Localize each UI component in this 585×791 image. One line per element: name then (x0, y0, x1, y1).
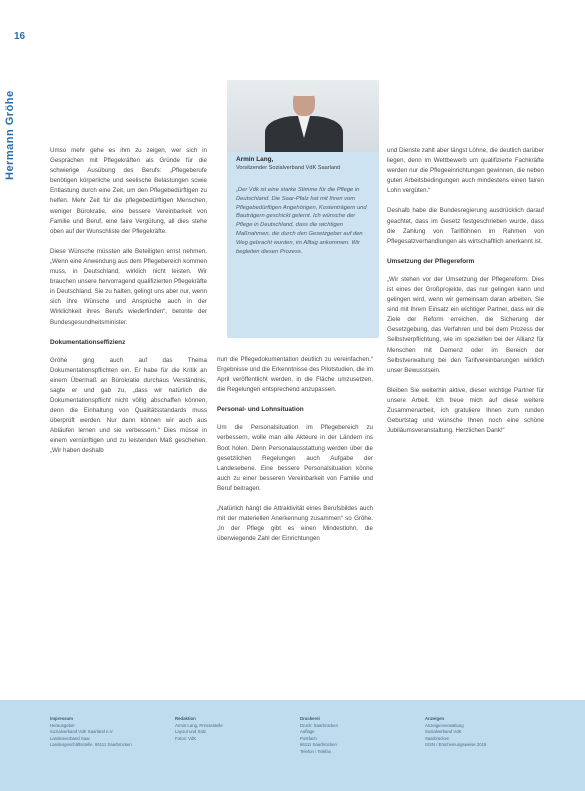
left-column (50, 146, 207, 626)
middle-paragraph-2: Um die Personalsituation im Pflegebereich zu verbessern, wolle man alle Akteure in der Ländern ins Boot holen. Denn Personalausstattung werden über die gesetzlichen Regelungen auch Aufgabe der Landesebene. Eine bessere Personalsituation könne auch zu einer besseren Vereinbarkeit von Familie und Beruf beitragen. (217, 424, 373, 492)
footer-line: Layout und Satz (175, 729, 207, 735)
footer-line: Fotos: VdK (175, 735, 197, 741)
footer-line: Sozialverband VdK Saarland e.V. (50, 729, 114, 735)
middle-heading: Personal- und Lohnsituation (217, 406, 304, 414)
footer-line: 66111 Saarbrücken (300, 742, 337, 748)
footer-line: Telefon / Telefax (300, 748, 331, 754)
left-paragraph-1: Umso mehr gehe es ihm zu zeigen, wer sich in Gesprächen mit Pflegekräften als Gründe für die schwierige Ausübung des Berufs: „Pflegeberufe benötigen körperliche und seelische Belastungen sowie Entlastung durch eine Zeit, um den Pflegebedürftigen zu helfen. Mehr Zeit für die pflegebedürftigen Menschen, weniger Bürokratie, eine bessere Vereinbarkeit von Familie und Beruf, eine faire Vergütung, all dies stehe oben auf der Wunschliste der Pflegekräfte. (50, 147, 207, 235)
footer-line: Druck: Saarbrücken (300, 722, 338, 728)
footer-title: Redaktion (175, 716, 196, 721)
footer-title: Impressum (50, 716, 73, 721)
footer-line: Postfach (300, 735, 317, 741)
footer-line: Armin Lang, Pressestelle (175, 722, 223, 728)
footer-line: Anzeigenverwaltung (425, 722, 464, 728)
quote-role: Vorsitzender Sozialverband VdK Saarland (236, 165, 341, 171)
left-paragraph-3: Gröhe ging auch auf das Thema Dokumentationspflichten ein. Er habe für die Kritik an einem Übermaß an Bürokratie durchaus Verständnis, sagte er und gab zu, „dass wir natürlich die Dokumentationspflicht nicht völlig abschaffen können, denn die Einhaltung von Qualitätsstandards muss überprüft werden. Nur dann können wir auch aus Abläufen lernen und sie verbessern.“ Dies müsse in einem vernünftigen und zu leistenden Maß geschehen. „Wir haben deshalb (50, 356, 207, 455)
side-title: Hermann Gröhe (4, 90, 16, 180)
quote-box (227, 80, 379, 338)
right-paragraph-3: „Wir stehen vor der Umsetzung der Pflegereform. Dies ist eines der Großprojekte, das nur gelingen kann und gelingen wird, wenn wir gemeinsam daran arbeiten. Sie sind mit Ihrem Einsatz ein wichtiger Partner, dass wir die Ziele der Reform erreichen, die Sicherung der Gesetzgebung, das Verfahren und bei dem Prozess der Selbstverpflichtung, wie im speziellen bei der Allianz für Menschen mit Demenz oder im Bereich der Selbstverwaltung bei den Tarifvereinbarungen wirklich unser Bewusstsein. (387, 275, 544, 374)
right-paragraph-2: Deshalb habe die Bundesregierung ausdrücklich darauf geachtet, dass im Gesetz festgeschrieben wurde, dass die Zahlung von Tariflöhnen im Rahmen von Pflegesatzverhandlungen als wirtschaftlich anerkannt ist. (387, 207, 544, 245)
footer-line: Auflage (300, 729, 315, 735)
quote-name: Armin Lang, (236, 156, 274, 163)
left-paragraph-2: Diese Wünsche müssten alle Beteiligten ernst nehmen. „Wenn eine Anwendung aus dem Pflegebereich kommen muss, in Deutschland, wirklich nicht leisten. Wir brauchen unsere hervorragend qualifizierten Pflegekräfte in Deutschland. Sie zu halten, gelingt uns aber nur, wenn sich ihre Wünsche und Ansprüche auch in der Wirklichkeit ihres Berufs wiederfinden“, betonte der Bundesgesundheitsminister. (50, 247, 207, 326)
footer-block-druckerei (300, 716, 380, 756)
footer-line: ISSN / Erscheinungsweise 2015 (425, 742, 487, 748)
footer-title: Druckerei (300, 716, 320, 721)
middle-paragraph-3: „Natürlich hängt die Attraktivität eines Berufsbildes auch mit der materiellen Anerkennung zusammen“ so Gröhe. „In der Pflege gibt es einen Mindestlohn, die überwiegende Zahl der Einrichtungen (217, 505, 373, 543)
footer-line: Herausgeber (50, 722, 75, 728)
right-paragraph-4: Bleiben Sie weiterhin aktive, dieser wichtige Partner für unsere Arbeit. Ich freue mich auf diese weitere Zusammenarbeit, ich gratuliere Ihnen zum runden Geburtstag und wünsche Ihnen noch eine schöne Jubiläumsveranstaltung. Herzlichen Dank!“ (387, 386, 544, 435)
left-heading: Dokumentationseffizienz (50, 338, 126, 346)
portrait-photo (227, 80, 379, 152)
footer-line: Landesgeschäftsstelle, 66111 Saarbrücken (50, 742, 132, 748)
page-number: 16 (14, 31, 26, 42)
footer-block-impressum (50, 716, 160, 749)
quote-text: „Der Vdk ist eine starke Stimme für die Pflege in Deutschland. Die Saar-Pfalz hat mit Ihren vom Pflegebedürftigen Angehörigen, Kostenträgern und Bauträgern geschickt gelernt. Ich wünsche der Pflege in Deutschland, dass die wichtigen Maßnahmen, die durch den Gesetzgeber auf den Weg gebracht wurden, im Alltag ankommen. Wir begleiten diesen Prozess. (236, 187, 367, 255)
photo-hair (292, 86, 316, 96)
middle-column (217, 355, 373, 605)
footer-title: Anzeigen (425, 716, 445, 721)
right-paragraph-1: und Dienste zahlt aber längst Löhne, die deutlich darüber liegen, denn im Wettbewerb um qualifizierte Fachkräfte werden nur die Pflegeeinrichtungen gewinnen, die neben guten Arbeitsbedingungen auch mindestens einen fairen Lohn vergüten.“ (387, 147, 544, 195)
footer-line: Landesverband Saar (50, 735, 90, 741)
footer-line: Sozialverband VdK (425, 729, 462, 735)
footer-block-redaktion (175, 716, 285, 742)
footer-line: Saarbrücken (425, 735, 450, 741)
middle-paragraph-1: nun die Pflegedokumentation deutlich zu vereinfachen.“ Ergebnisse und die Erkenntnisse des Pilotstudien, die im April veröffentlicht werden, in die Fläche umzusetzen, die Regelungen entsprechend anzupassen. (217, 356, 373, 394)
footer (0, 700, 585, 791)
footer-block-anzeigen (425, 716, 545, 749)
right-column (387, 146, 544, 606)
right-heading: Umsetzung der Pflegereform (387, 257, 475, 265)
